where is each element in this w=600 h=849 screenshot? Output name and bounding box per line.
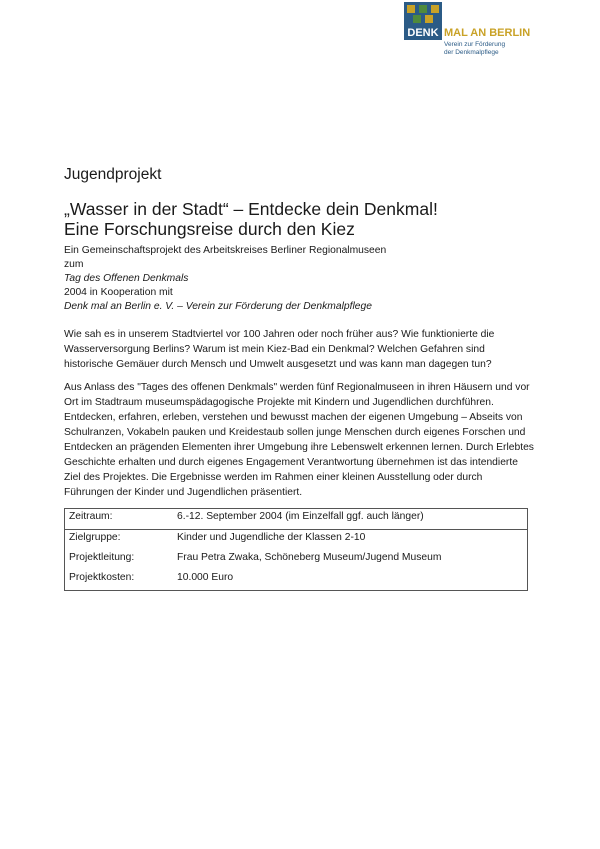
document-body — [64, 165, 534, 591]
logo — [404, 2, 530, 54]
table-row — [65, 570, 528, 591]
title-line-2: Eine Forschungsreise durch den Kiez — [64, 219, 355, 239]
title-line-1: „Wasser in der Stadt“ – Entdecke dein Denkmal! — [64, 199, 438, 219]
intro-line-2-event: Tag des Offenen Denkmals — [64, 273, 189, 284]
logo-word-mal-an-berlin: MAL AN BERLIN — [444, 27, 531, 39]
fact-value: 10.000 Euro — [177, 572, 234, 583]
logo-subtitle-line1: Verein zur Förderung — [444, 41, 506, 48]
intro-line-2-suffix: 2004 in Kooperation mit — [64, 287, 173, 298]
fact-value: 6.-12. September 2004 (im Einzelfall ggf. auch länger) — [173, 509, 528, 530]
fact-label: Zielgruppe: — [69, 532, 121, 543]
fact-label: Projektleitung: — [69, 552, 135, 563]
table-row — [65, 509, 528, 530]
table-row — [65, 530, 528, 551]
fact-label: Zeitraum: — [65, 509, 174, 530]
fact-value: Kinder und Jugendliche der Klassen 2-10 — [177, 532, 366, 543]
paragraph-questions: Wie sah es in unserem Stadtviertel vor 100 Jahren oder noch früher aus? Wie funktionierte die Wasserversorgung Berlins? Warum ist mein Kiez-Bad ein Denkmal? Welchen Gefahren sind historische Gemäuer durch Mensch und Umwelt ausgesetzt und was kann man dagegen tun? — [64, 329, 495, 370]
intro-line-2 — [64, 258, 534, 300]
logo-word-denk: DENK — [404, 26, 442, 40]
intro-block — [64, 244, 534, 314]
fact-value: Frau Petra Zwaka, Schöneberg Museum/Jugend Museum — [177, 552, 442, 563]
logo-emblem — [404, 2, 442, 26]
logo-subtitle — [444, 41, 505, 56]
section-label: Jugendprojekt — [64, 166, 162, 183]
intro-line-1: Ein Gemeinschaftsprojekt des Arbeitskreises Berliner Regionalmuseen — [64, 245, 387, 256]
intro-line-2-prefix: zum — [64, 259, 84, 270]
project-facts-table — [64, 508, 528, 591]
document-title — [64, 199, 534, 239]
intro-line-3: Denk mal an Berlin e. V. – Verein zur Förderung der Denkmalpflege — [64, 301, 372, 312]
logo-subtitle-line2: der Denkmalpflege — [444, 48, 499, 56]
paragraph-description: Aus Anlass des "Tages des offenen Denkmals" werden fünf Regionalmuseen in ihren Häusern und vor Ort im Stadtraum museumspädagogische Projekte mit Kindern und Jugendlichen durchführen. Entdecken, erfahren, erleben, verstehen und bewusst machen der eigenen Umgebung – Abseits von Schulranzen, Vokabeln pauken und Kreidestaub sollen junge Menschen durch eigenes Forschen und Entdecken an prägenden Elementen ihrer Umgebung ihre Lebenswelt erkennen lernen. Durch Erlebtes Geschichte erhalten und durch eigenes Engagement Verantwortung übernehmen ist das intendierte Ziel des Projektes. Die Ergebnisse werden im Rahmen einer kleinen Ausstellung oder durch Führungen der Kinder und Jugendlichen präsentiert. — [64, 382, 534, 498]
table-row — [65, 550, 528, 570]
fact-label: Projektkosten: — [69, 572, 135, 583]
